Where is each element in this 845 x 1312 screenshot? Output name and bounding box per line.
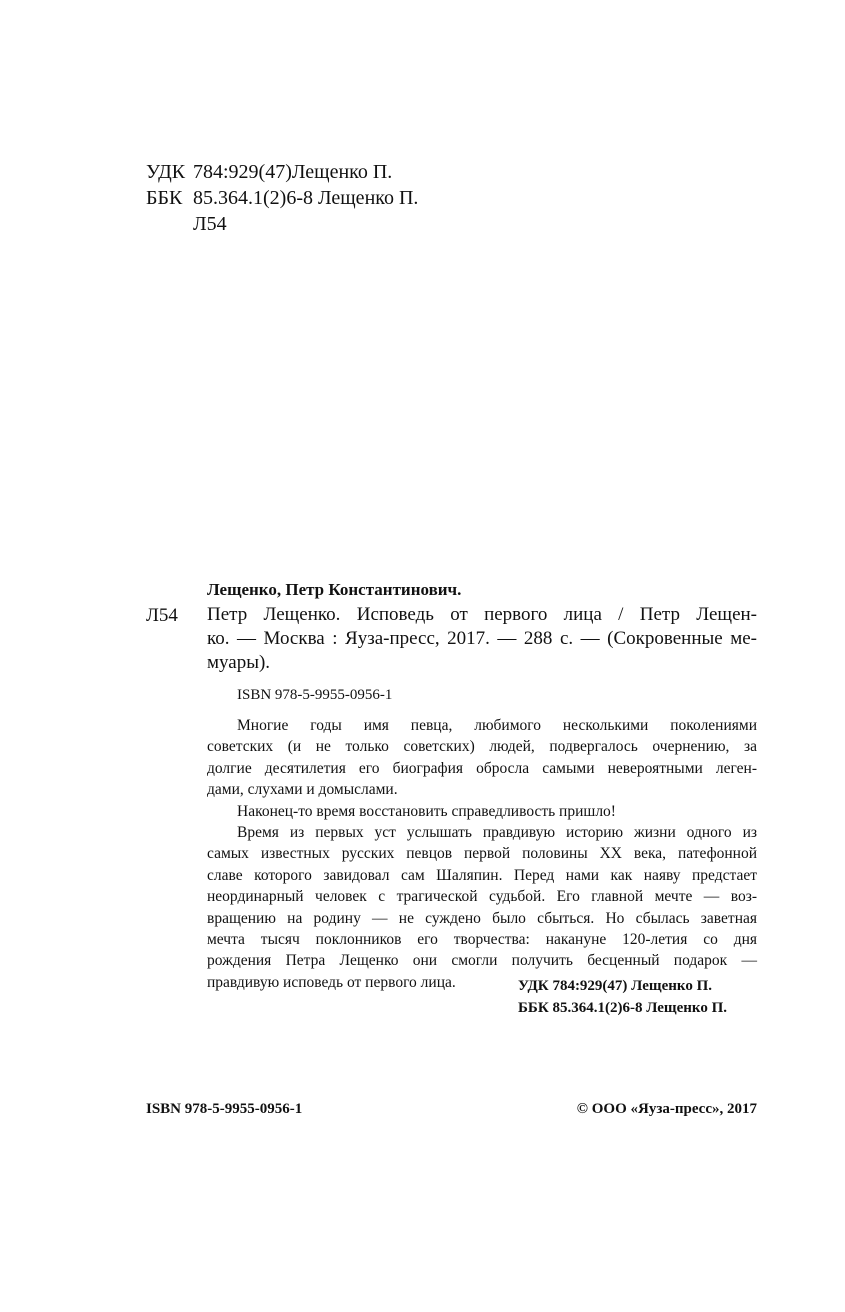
annotation-line: неординарный человек с трагической судьбой. Его главной мечте — воз- bbox=[207, 888, 757, 906]
annotation-line: мечта тысяч поклонников его творчества: накануне 120-летия со дня bbox=[207, 931, 757, 949]
udk-top-line bbox=[146, 159, 392, 185]
author-heading: Лещенко, Петр Константинович. bbox=[207, 580, 462, 599]
annotation-line: Многие годы имя певца, любимого несколькими поколениями bbox=[237, 717, 757, 734]
udk-value: 784:929(47)Лещенко П. bbox=[193, 161, 393, 183]
annotation-line: правдивую исповедь от первого лица. bbox=[207, 973, 456, 991]
udk-label: УДК bbox=[146, 161, 186, 183]
bbk-label: ББК bbox=[146, 187, 183, 209]
record-isbn: ISBN 978-5-9955-0956-1 bbox=[237, 687, 393, 703]
annotation-line: славе которого завидовал сам Шаляпин. Перед нами как наяву предстает bbox=[207, 866, 757, 884]
annotation-line: дами, слухами и домыслами. bbox=[207, 781, 398, 799]
annotation-line: долгие десятилетия его биография обросла самыми невероятными леген- bbox=[207, 759, 757, 777]
annotation-line: рождения Петра Лещенко они смогли получить бесценный подарок — bbox=[207, 952, 757, 970]
footer-isbn: ISBN 978-5-9955-0956-1 bbox=[146, 1101, 303, 1117]
annotation-line: самых известных русских певцов первой половины XX века, патефонной bbox=[207, 845, 757, 863]
bbk-top-line bbox=[146, 185, 418, 211]
author-code-record: Л54 bbox=[146, 605, 178, 626]
author-code-top: Л54 bbox=[193, 213, 227, 235]
annotation-line: Время из первых уст услышать правдивую историю жизни одного из bbox=[237, 824, 757, 842]
annotation-line: вращению на родину — не суждено было сбыться. Но сбылась заветная bbox=[207, 909, 757, 927]
udk-bottom: УДК 784:929(47) Лещенко П. bbox=[518, 978, 712, 994]
annotation-line: Наконец-то время восстановить справедливость пришло! bbox=[237, 802, 616, 820]
footer-copyright: © ООО «Яуза-пресс», 2017 bbox=[576, 1101, 757, 1117]
bbk-value: 85.364.1(2)6-8 Лещенко П. bbox=[193, 187, 419, 209]
annotation-line: советских (и не только советских) людей, подвергалось очернению, за bbox=[207, 738, 757, 756]
bib-line: муары). bbox=[207, 652, 271, 673]
bbk-bottom: ББК 85.364.1(2)6-8 Лещенко П. bbox=[518, 1000, 728, 1016]
bibliographic-description bbox=[207, 603, 757, 675]
bib-line: ко. — Москва : Яуза-пресс, 2017. — 288 с. — (Сокровенные ме- bbox=[207, 628, 757, 649]
bib-line: Петр Лещенко. Исповедь от первого лица / Петр Лещен- bbox=[207, 604, 757, 625]
annotation bbox=[207, 715, 757, 993]
